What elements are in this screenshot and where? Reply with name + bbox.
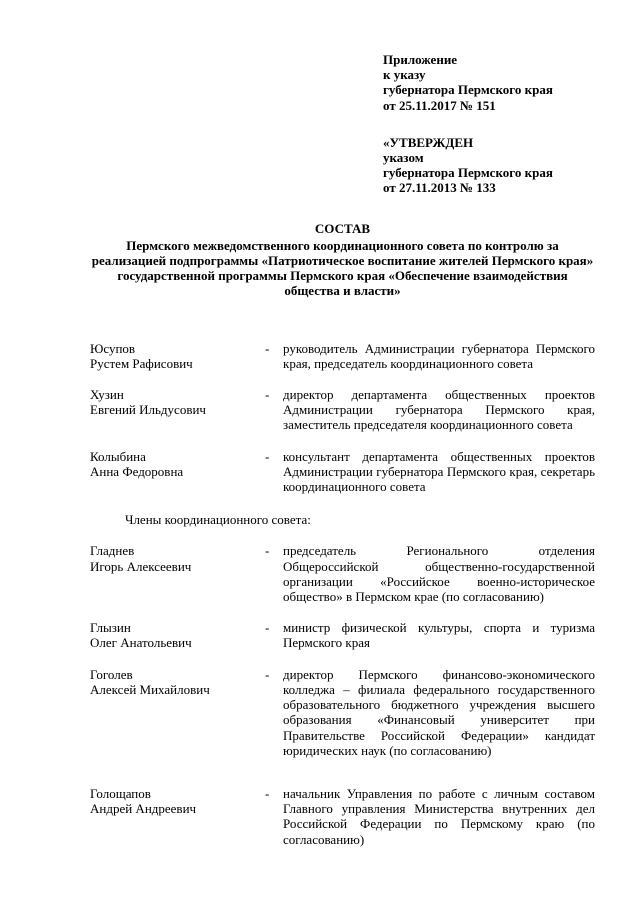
person-position: начальник Управления по работе с личным составом Главного управления Министерства внутренних дел Российской Федерации по Пермскому краю (по согласованию) (283, 785, 595, 847)
document-title (90, 221, 595, 299)
person-name (90, 449, 265, 479)
dash-separator: - (265, 448, 270, 464)
dash-separator: - (265, 785, 270, 801)
dash-separator: - (265, 387, 270, 403)
dash-separator: - (265, 666, 270, 682)
council-member-row (90, 449, 595, 495)
person-given-name: Олег Анатольевич (90, 635, 192, 651)
person-given-name: Игорь Алексеевич (90, 558, 192, 574)
person-surname: Глызин (90, 620, 131, 636)
person-name (90, 387, 265, 417)
person-position: директор департамента общественных проектов Администрации губернатора Пермского края, заместитель председателя координационного совета (283, 387, 595, 433)
person-name (90, 620, 265, 650)
person-name (90, 543, 265, 573)
person-given-name: Рустем Рафисович (90, 355, 193, 371)
person-position: министр физической культуры, спорта и туризма Пермского края (283, 620, 595, 651)
person-surname: Юсупов (90, 340, 136, 356)
council-list (90, 341, 595, 847)
approved-line: указом (383, 150, 424, 166)
council-member-row (90, 786, 595, 847)
person-position: директор Пермского финансово-экономического колледжа – филиала федерального государственного образовательного бюджетного учреждения высшего образования «Финансовый университет при Правительстве Российской Федерации» кандидат юридических наук (по согласованию) (283, 666, 595, 758)
title-subtitle: Пермского межведомственного координационного совета по контролю за реализацией подпрограммы «Патриотическое воспитание жителей Пермского края» государственной программы Пермского края «Обеспечение взаимодействия общества и власти» (91, 237, 594, 299)
approved-block (383, 135, 595, 196)
person-name (90, 341, 265, 371)
person-surname: Гладнев (90, 543, 135, 559)
council-member-row (90, 543, 595, 604)
members-section-label: Члены координационного совета: (125, 512, 311, 528)
annex-line: Приложение (383, 52, 458, 67)
person-surname: Колыбина (90, 448, 146, 464)
council-member-row (90, 387, 595, 433)
person-given-name: Анна Федоровна (90, 463, 184, 479)
council-member-row (90, 620, 595, 650)
annex-block (383, 52, 595, 113)
person-position: председатель Регионального отделения Общероссийской общественно-государственной организации «Российское военно-историческое общество» в Пермском крае (по согласованию) (283, 543, 595, 605)
council-member-row (90, 667, 595, 758)
title-heading: СОСТАВ (314, 220, 371, 236)
person-name (90, 667, 265, 697)
approved-line: губернатора Пермского края (383, 165, 553, 181)
dash-separator: - (265, 543, 270, 559)
approved-line: от 27.11.2013 № 133 (383, 180, 496, 196)
person-surname: Голощапов (90, 785, 151, 801)
annex-line: губернатора Пермского края (383, 82, 553, 98)
annex-line: от 25.11.2017 № 151 (383, 97, 496, 113)
person-position: консультант департамента общественных проектов Администрации губернатора Пермского края, секретарь координационного совета (283, 448, 595, 495)
dash-separator: - (265, 340, 270, 356)
person-name (90, 786, 265, 816)
person-given-name: Евгений Ильдусович (90, 402, 206, 418)
person-surname: Хузин (90, 387, 124, 403)
person-given-name: Андрей Андреевич (90, 801, 197, 817)
council-member-row (90, 341, 595, 371)
annex-line: к указу (383, 67, 426, 83)
person-surname: Гоголев (90, 666, 133, 682)
dash-separator: - (265, 620, 270, 636)
person-position: руководитель Администрации губернатора Пермского края, председатель координационного совета (283, 340, 595, 371)
person-given-name: Алексей Михайлович (90, 681, 210, 697)
approved-line: «УТВЕРЖДЕН (383, 134, 474, 150)
